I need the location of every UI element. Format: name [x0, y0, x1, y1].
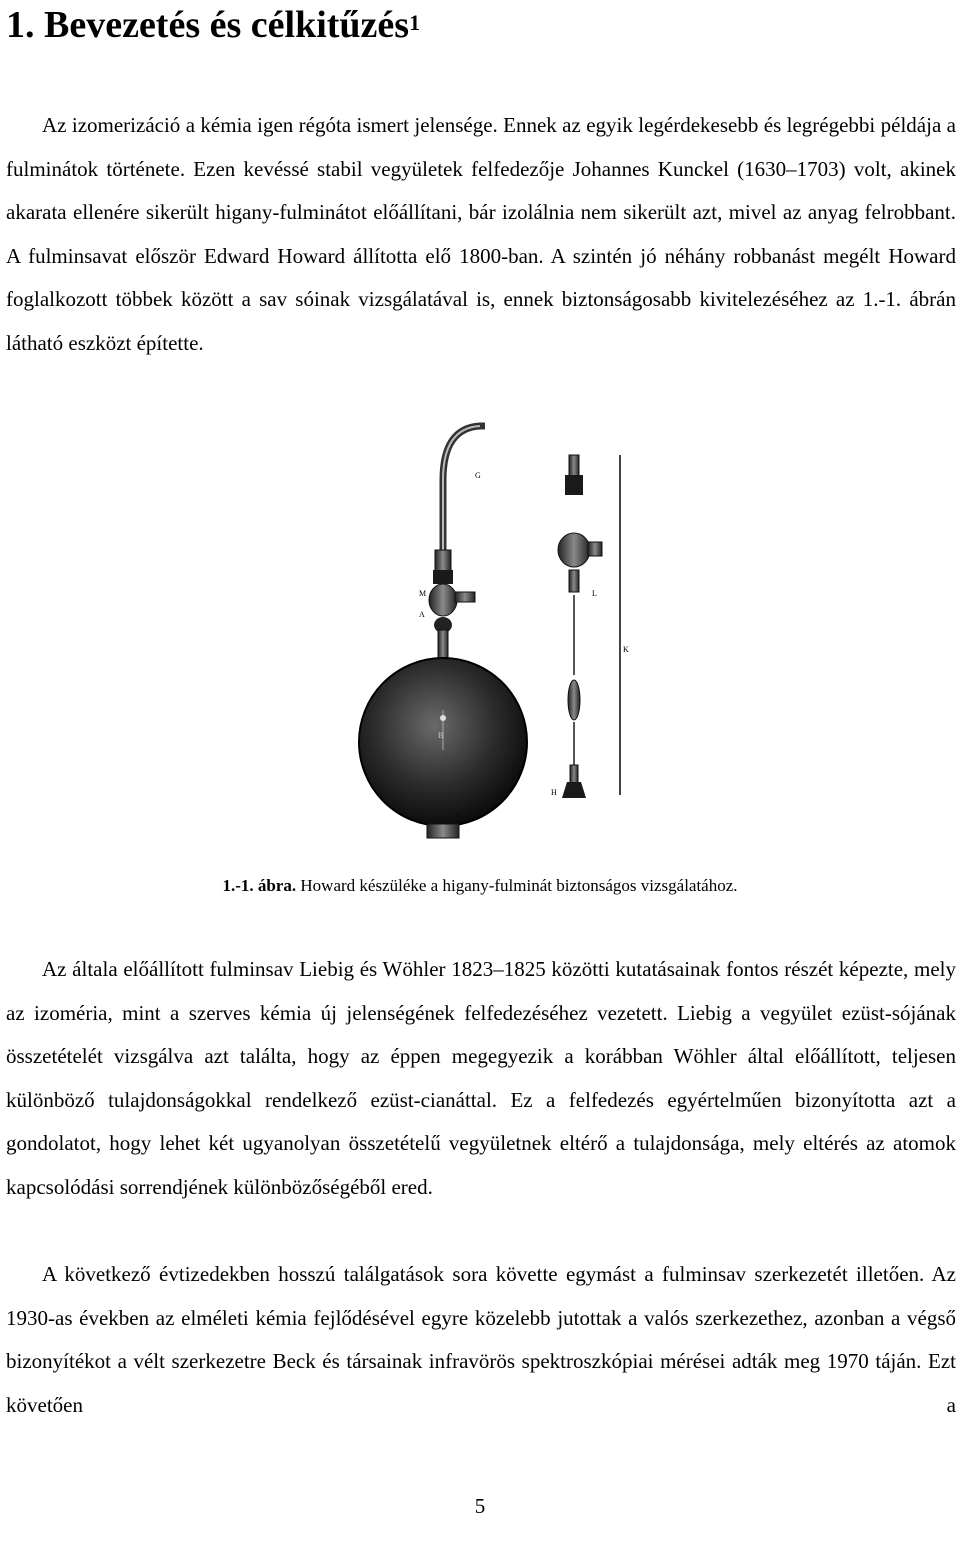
howard-apparatus-illustration: [355, 420, 635, 845]
paragraph-structure: A következő évtizedekben hosszú találgatások sora követte egymást a fulminsav szerkezetét illetően. Az 1930-as években az elméleti kémia fejlődésével egyre közelebb jutottak a valós szerkezethez, azonban a végső bizonyítékot a vélt szerkezetre Beck és társainak infravörös spektroszkópiai mérései adták meg 1970 táján. Ezt követően a: [6, 1262, 956, 1417]
figure-caption-text: Howard készüléke a higany-fulminát biztonságos vizsgálatához.: [296, 876, 738, 895]
figure-letter-l: L: [592, 589, 597, 598]
paragraph-liebig-wohler: Az általa előállított fulminsav Liebig és Wöhler 1823–1825 közötti kutatásainak fontos részét képezte, mely az izoméria, mint a szerves kémia új jelenségének felfedezéséhez vezetett. Liebig a vegyület ezüst-sójának összetételét vizsgálva azt találta, hogy az éppen megegyezik a korábban Wöhler által előállított, teljesen különböző tulajdonságokkal rendelkező ezüst-cianáttal. Ez a felfedezés egyértelműen bizonyította azt a gondolatot, hogy lehet két ugyanolyan összetételű vegyületnek eltérő a tulajdonsága, mely eltérés az atomok kapcsolódási sorrendjének különbözőségéből ered.: [6, 957, 956, 1199]
figure-letter-b: B: [438, 731, 444, 740]
figure-letter-g: G: [475, 471, 481, 480]
page-number: 5: [474, 1494, 486, 1518]
figure-letter-a: A: [419, 610, 425, 619]
figure-letter-h: H: [551, 788, 557, 797]
paragraph-intro: Az izomerizáció a kémia igen régóta ismert jelensége. Ennek az egyik legérdekesebb és legrégebbi példája a fulminátok története. Ezen kevéssé stabil vegyületek felfedezője Johannes Kunckel (1630–1703) volt, akinek akarata ellenére sikerült higany-fulminátot előállítani, bár izolálnia nem sikerült azt, mivel az anyag felrobbant. A fulminsavat először Edward Howard állította elő 1800-ban. A szintén jó néhány robbanást megélt Howard foglalkozott többek között a sav sóinak vizsgálatával is, ennek biztonságosabb kivitelezéséhez az 1.-1. ábrán látható eszközt építette.: [6, 113, 956, 355]
figure-letter-k: K: [623, 645, 629, 654]
figure-letter-m: M: [419, 589, 427, 598]
figure-caption: [0, 874, 960, 898]
figure-caption-label: 1.-1. ábra.: [222, 876, 297, 895]
apparatus-figure: [355, 420, 635, 845]
section-heading: [6, 0, 420, 50]
footnote-mark: 1: [409, 10, 421, 35]
heading-text: 1. Bevezetés és célkitűzés: [6, 4, 410, 46]
figure-letter-c: C: [457, 811, 463, 820]
